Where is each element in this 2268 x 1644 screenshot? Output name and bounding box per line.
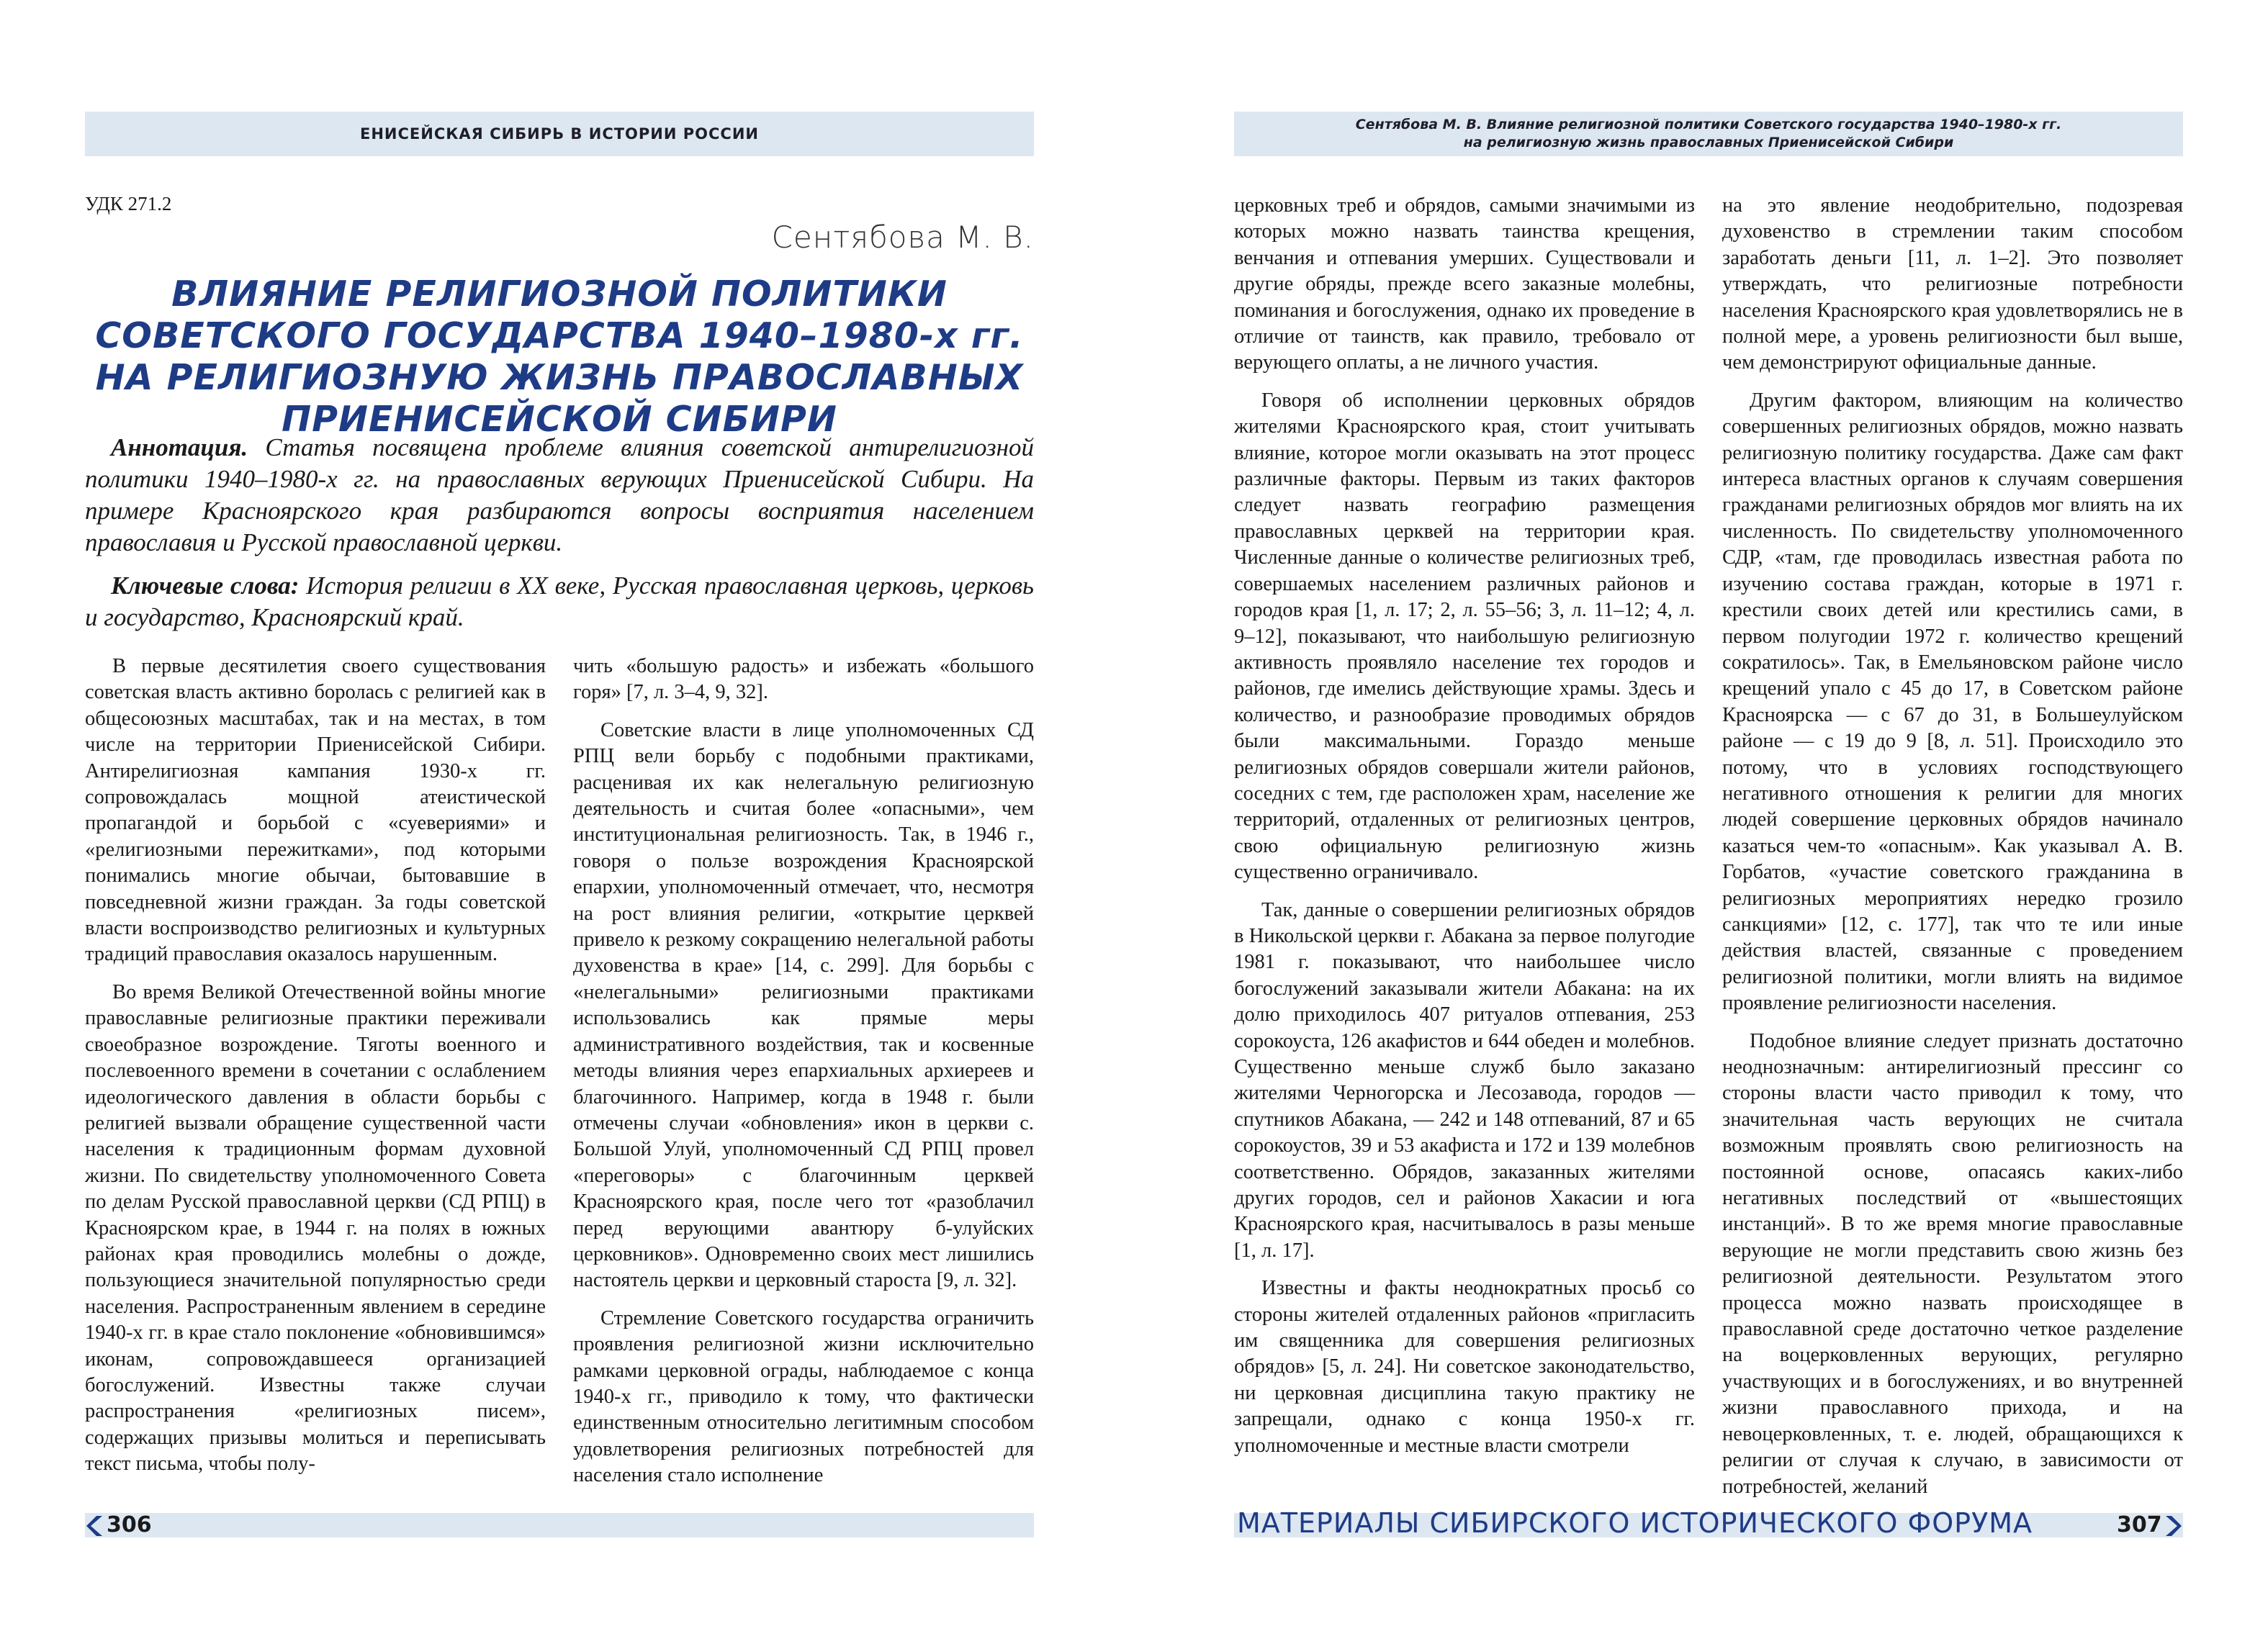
keywords [85, 570, 1034, 633]
title-line: СОВЕТСКОГО ГОСУДАРСТВА 1940–1980-х гг. [95, 315, 1024, 356]
running-header-right-line2: на религиозную жизнь православных Приенисейской Сибири [1463, 135, 1954, 150]
chevron-right-icon [2164, 1514, 2182, 1537]
article-title [85, 274, 1034, 441]
author-name: Сентябова М. В. [771, 220, 1034, 255]
abstract [85, 432, 1034, 559]
paragraph: В первые десятилетия своего существования советская власть активно боролась с религией как в общесоюзных масштабах, так и на местах, в том числе на территории Приенисейской Сибири. Антирелигиозная кампания 1930-х гг. сопровождалась мощной атеистической пропагандой и борьбой с «суевериями» и «религиозными пережитками», под которыми понимались многие обычаи, бытовавшие в повседневной жизни граждан. За годы советской власти воспроизводство религиозных и культурных традиций православия оказалось нарушенным. [85, 655, 546, 966]
running-header-right [1234, 112, 2183, 156]
body-column-1 [85, 654, 546, 1489]
running-header-left [85, 112, 1034, 156]
paragraph: Во время Великой Отечественной войны многие православные религиозные практики переживали своеобразное возрождение. Тяготы военного и послевоенного времени в сочетании с ослаблением идеологического давления в области борьбы с религией вызвали обращение существенной части населения к традиционным формам духовной жизни. По свидетельству уполномоченного Совета по делам Русской православной церкви (СД РПЦ) в Красноярском крае, в 1944 г. на полях в южных районах края проводились молебны о дожде, пользующиеся значительной популярностью среди населения. Распространенным явлением в середине 1940-х гг. в крае стало поклонение «обновившимся» иконам, сопровождавшееся организацией богослужений. Известны также случаи распространения «религиозных писем», содержащих призывы молиться и переписывать текст письма, чтобы полу- [85, 980, 546, 1476]
paragraph: Подобное влияние следует признать достаточно неоднозначным: антирелигиозный прессинг со стороны власти часто приводил к тому, что значительная часть верующих не считала возможным проявлять свою религиозность на постоянной основе, опасаясь каких-либо негативных последствий от «вышестоящих инстанций». В то же время многие православные верующие не могли представить свою жизнь без религиозной деятельности. Результатом этого процесса можно назвать происходящее в православной среде достаточно четкое разделение на воцерковленных верующих, регулярно участвующих и в богослужениях, и во внутренней жизни православного прихода, и на невоцерковленных, т. е. людей, обращающихся к религии от случая к случаю, в зависимости от потребностей, желаний [1722, 1029, 2183, 1498]
chevron-left-icon [86, 1514, 104, 1537]
paragraph: Так, данные о совершении религиозных обрядов в Никольской церкви г. Абакана за первое полугодие 1981 г. показывают, что наибольшее число богослужений заказывали жители Абакана: на их долю приходилось 407 ритуалов отпевания, 253 сорокоуста, 126 акафистов и 644 обеден и молебнов. Существенно меньше служб было заказано жителями Черногорска и Лесозавода, городов — спутников Абакана, — 242 и 148 отпеваний, 87 и 65 сорокоустов, 39 и 53 акафиста и 172 и 139 молебнов соответственно. Обрядов, заказанных жителями других городов, сел и районов Хакасии и юга Красноярского края, насчитывалось в разы меньше [1, л. 17]. [1234, 898, 1695, 1262]
keywords-text: История религии в ХХ веке, Русская православная церковь, церковь и государство, Красноярский край. [85, 572, 1034, 631]
running-header-right-line1: Сентябова М. В. Влияние религиозной политики Советского государства 1940–1980-х гг. [1355, 117, 2062, 132]
page-number-right: 307 [2117, 1512, 2162, 1537]
paragraph: церковных треб и обрядов, самыми значимыми из которых можно назвать таинства крещения, венчания и отпевания умерших. Существовали и другие обряды, прежде всего заказные молебны, поминания и богослужения, однако их проведение в отличие от таинств, как правило, требовало от верующего оплаты, а не личного участия. [1234, 194, 1695, 374]
running-header-left-text: ЕНИСЕЙСКАЯ СИБИРЬ В ИСТОРИИ РОССИИ [360, 125, 759, 143]
journal-title: МАТЕРИАЛЫ СИБИРСКОГО ИСТОРИЧЕСКОГО ФОРУМА [1237, 1507, 2033, 1539]
paragraph: чить «большую радость» и избежать «большого горя» [7, л. 3–4, 9, 32]. [573, 655, 1034, 704]
title-line: ПРИЕНИСЕЙСКОЙ СИБИРИ [282, 399, 837, 440]
abstract-label: Аннотация. [111, 433, 248, 461]
paragraph: Советские власти в лице уполномоченных СД РПЦ вели борьбу с подобными практиками, расценивая их как нелегальную религиозную деятельность и считая более «опасными», чем институциональная религиозность. Так, в 1946 г., говоря о пользе возрождения Красноярской епархии, уполномоченный отмечает, что, несмотря на рост влияния религии, «открытие церквей привело к резкому сокращению нелегальной работы духовенства в крае» [14, с. 299]. Для борьбы с «нелегальными» религиозными практиками использовались как прямые меры административного воздействия, так и косвенные методы влияния через епархиальных архиереев и благочинного. Например, когда в 1948 г. были отмечены случаи «обновления» икон в церкви с. Большой Улуй, уполномоченный СД РПЦ провел «переговоры» с благочинным церквей Красноярского края, после чего тот «разоблачил перед верующими авантюру б-улуйских церковников». Одновременно своих мест лишились настоятель церкви и церковный староста [9, л. 32]. [573, 718, 1034, 1292]
title-line: ВЛИЯНИЕ РЕЛИГИОЗНОЙ ПОЛИТИКИ [171, 274, 948, 315]
paragraph: Известны и факты неоднократных просьб со стороны жителей отдаленных районов «пригласить им священника для совершения религиозных обрядов» [5, л. 24]. Ни советское законодательство, ни церковная дисциплина такую практику не запрещали, однако с конца 1950-х гг. уполномоченные и местные власти смотрели [1234, 1277, 1695, 1457]
abstract-text: Статья посвящена проблеме влияния советской антирелигиозной политики 1940–1980-х гг. на православных верующих Приенисейской Сибири. На примере Красноярского края разбираются вопросы восприятия населением православия и Русской православной церкви. [85, 433, 1034, 556]
footer-band-left [85, 1513, 1034, 1537]
udk-code: УДК 271.2 [85, 193, 172, 214]
body-column-3 [1234, 193, 1695, 1471]
paragraph: Говоря об исполнении церковных обрядов жителями Красноярского края, стоит учитывать влияние, которое могли оказывать на этот процесс различные факторы. Первым из таких факторов следует назвать географию размещения православных церквей на территории края. Численные данные о количестве религиозных треб, совершаемых населением различных районов и городов края [1, л. 17; 2, л. 55–56; 3, л. 11–12; 4, л. 9–12], показывают, что наибольшую религиозную активность проявляло население тех городов и районов, где имелись действующие храмы. Здесь и количество, и разнообразие проводимых обрядов были максимальными. Гораздо меньше религиозных обрядов совершали жители районов, соседних с тем, где расположен храм, население же территорий, отдаленных от религиозных центров, свою официальную религиозную жизнь существенно ограничивало. [1234, 389, 1695, 884]
title-line: НА РЕЛИГИОЗНУЮ ЖИЗНЬ ПРАВОСЛАВНЫХ [95, 357, 1024, 398]
body-column-2 [573, 654, 1034, 1501]
paragraph: на это явление неодобрительно, подозревая духовенство в стремлении таким способом заработать деньги [11, л. 1–2]. Это позволяет утверждать, что религиозные потребности населения Красноярского края удовлетворялись не в полной мере, а уровень религиозности был выше, чем демонстрируют официальные данные. [1722, 194, 2183, 374]
paragraph: Стремление Советского государства ограничить проявления религиозной жизни исключительно рамками церковной ограды, наблюдаемое с конца 1940-х гг., приводило к тому, что фактически единственным относительно легитимным способом удовлетворения религиозных потребностей для населения стало исполнение [573, 1306, 1034, 1487]
page-number-left: 306 [107, 1512, 152, 1537]
body-column-4 [1722, 193, 2183, 1512]
keywords-label: Ключевые слова: [111, 572, 300, 600]
paragraph: Другим фактором, влияющим на количество совершенных религиозных обрядов, можно назвать религиозную политику государства. Даже сам факт интереса властных органов к случаям совершения гражданами религиозных обрядов мог влиять на их численность. По свидетельству уполномоченного СДР, «там, где проводилась известная работа по изучению состава граждан, которые в 1971 г. крестили своих детей или крестились сами, в первом полугодии 1972 г. количество крещений сократилось». Так, в Емельяновском районе число крещений упало с 45 до 17, в Советском районе Красноярска — с 67 до 31, в Большеулуйском районе — с 19 до 9 [8, л. 51]. Происходило это потому, что в условиях господствующего негативного отношения к религии для многих людей совершение церковных обрядов начинало казаться чем-то «опасным». Как указывал А. В. Горбатов, «участие советского гражданина в религиозных мероприятиях нередко грозило санкциями» [12, с. 177], так что те или иные действия властей, связанные с проведением религиозной политики, могли влиять на видимое проявление религиозности населения. [1722, 389, 2183, 1015]
